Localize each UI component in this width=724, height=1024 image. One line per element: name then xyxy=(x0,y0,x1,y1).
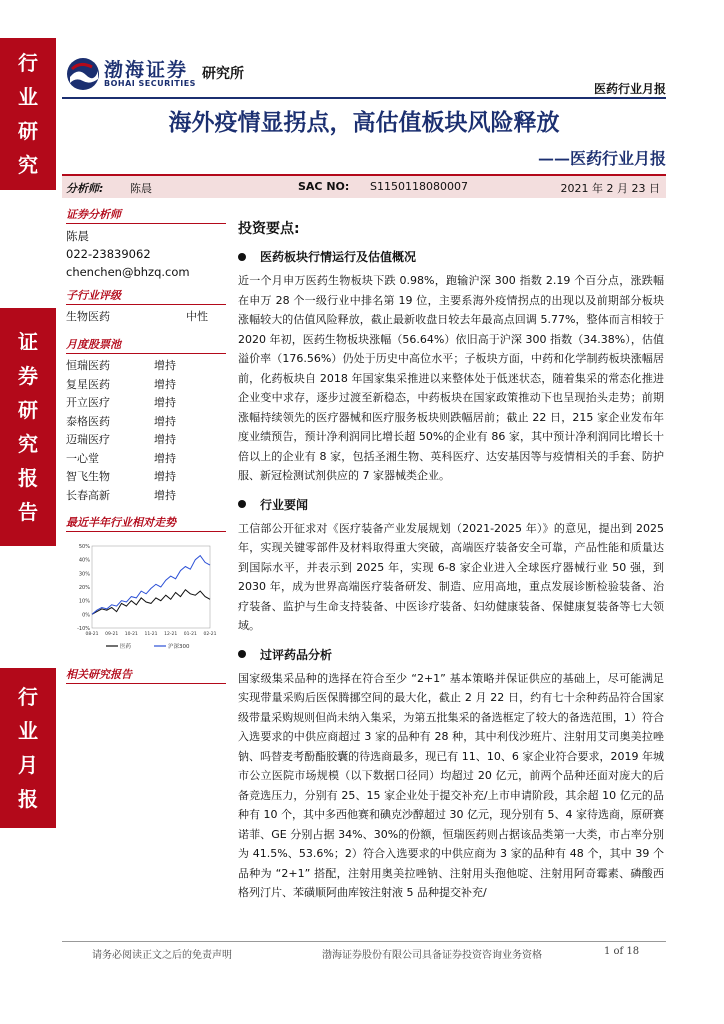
footer-company: 渤海证券股份有限公司具备证券投资咨询业务资格 xyxy=(322,950,542,961)
contact-phone: 022-23839062 xyxy=(66,247,151,261)
contact-name: 陈晨 xyxy=(66,229,89,243)
stock-name: 一心堂 xyxy=(66,451,99,465)
stock-rating: 增持 xyxy=(154,359,176,372)
stock-name: 开立医疗 xyxy=(66,396,110,409)
stock-name: 恒瑞医药 xyxy=(66,359,110,372)
bullet-icon xyxy=(238,500,246,508)
x-tick-label: 10-21 xyxy=(124,632,138,637)
logo-english-name: BOHAI SECURITIES xyxy=(104,79,196,88)
footer-rule xyxy=(62,941,666,942)
stock-pool-heading: 月度股票池 xyxy=(66,336,226,354)
sidebar-char: 行 xyxy=(18,51,38,75)
legend-label: 医药 xyxy=(120,644,132,650)
page-number: 1 of 18 xyxy=(604,946,640,957)
y-tick-label: 40% xyxy=(78,557,90,564)
x-tick-label: 08-21 xyxy=(85,632,99,637)
sidebar-char: 月 xyxy=(18,753,38,777)
x-tick-label: 11-21 xyxy=(144,632,158,637)
logo-chinese-name: 渤海证券 xyxy=(104,59,189,81)
sidebar-char: 研 xyxy=(18,119,38,143)
chart-plot-area xyxy=(92,546,210,628)
section-heading-news xyxy=(238,496,664,513)
stock-rating: 增持 xyxy=(154,451,176,465)
x-tick-label: 09-21 xyxy=(105,632,119,637)
stock-rating: 增持 xyxy=(154,377,176,391)
report-subtitle: ——医药行业月报 xyxy=(537,149,666,168)
stock-pool-row xyxy=(66,468,226,487)
stock-rating: 增持 xyxy=(154,414,176,428)
sidebar-char: 究 xyxy=(18,432,38,456)
analyst-info-bar xyxy=(62,174,666,198)
y-tick-label: 0% xyxy=(82,612,90,619)
rating-heading: 子行业评级 xyxy=(66,287,226,305)
section-body-news: 工信部公开征求对《医疗装备产业发展规划（2021-2025 年）》的意见，提出到 2025 年，实现关键零部件及材料取得重大突破，高端医疗装备安全可靠，产品性能和质量达到国际水平，并表示到 2025 年，实现 6-8 家企业进入全球医疗器械行业 50 强，到 2030 年，成为世界高端医疗装备研发、制造、应用高地，重点发展诊断检验装备、治疗装备、监护与生命支持装备、中医诊疗装备、妇幼健康装备、保健康复装备等七大领域。 xyxy=(238,521,664,632)
sidebar-block-industry-monthly xyxy=(0,668,56,828)
relative-trend-chart xyxy=(66,540,217,652)
analyst-label: 分析师: xyxy=(66,182,104,195)
stock-pool-row xyxy=(66,487,226,506)
main-content xyxy=(238,218,664,903)
stock-rating: 增持 xyxy=(154,433,176,446)
sub-industry-rating xyxy=(66,287,226,327)
section-title: 过评药品分析 xyxy=(260,647,333,662)
section-title: 医药板块行情运行及估值概况 xyxy=(260,250,417,264)
chart-heading: 最近半年行业相对走势 xyxy=(66,514,226,532)
sidebar-char: 研 xyxy=(18,398,38,422)
related-heading: 相关研究报告 xyxy=(66,666,226,684)
y-tick-label: 50% xyxy=(78,544,90,550)
sidebar-block-securities-report xyxy=(0,308,56,546)
logo-emblem-icon xyxy=(66,57,100,91)
section-heading-market xyxy=(238,248,664,265)
sidebar-char: 业 xyxy=(18,85,38,109)
report-title: 海外疫情显拐点，高估值板块风险释放 xyxy=(168,109,560,136)
rating-row xyxy=(66,308,226,327)
x-tick-label: 01-21 xyxy=(183,632,197,637)
report-date: 2021 年 2 月 23 日 xyxy=(560,182,660,195)
sidebar-char: 报 xyxy=(18,787,38,811)
analyst-contact xyxy=(66,206,226,281)
section-heading-drugs xyxy=(238,646,664,663)
y-tick-label: 20% xyxy=(78,585,90,591)
contact-email[interactable]: chenchen@bhzq.com xyxy=(66,265,190,279)
y-tick-label: -10% xyxy=(77,626,90,632)
footer-disclaimer[interactable]: 请务必阅读正文之后的免责声明 xyxy=(92,950,232,961)
logo-institute: 研究所 xyxy=(202,66,244,82)
stock-name: 迈瑞医疗 xyxy=(66,433,110,446)
stock-pool-row xyxy=(66,394,226,413)
sidebar-char: 行 xyxy=(18,685,38,709)
stock-rating: 增持 xyxy=(154,396,176,409)
rating-sector: 生物医药 xyxy=(66,310,110,323)
header-rule xyxy=(62,97,666,99)
section-body-market: 近一个月申万医药生物板块下跌 0.98%，跑输沪深 300 指数 2.19 个百分点，涨跌幅在申万 28 个一级行业中排名第 19 位，主要系海外疫情拐点的出现以及前期部分板块涨幅较大的估值风险释放，截止最新收盘日较去年最高点回调 5.77%，整体而言相较于 2020 年初，医药生物板块涨幅（56.64%）依旧高于沪深 300 指数（34.38%），估值溢价率（176.56%）仍处于历史中高位水平；子板块方面，中药和化学制药板块涨幅居前，化药板块自 2018 年国家集采推进以来整体处于低迷状态，随着集采的常态化推进企业变中求存，逐步过渡至新稳态，中药板块在国家政策推动下也呈现抬头走势；前期涨幅持续领先的医疗器械和医疗服务板块则跌幅居前；截止 22 日，215 家企业发布年度业绩预告，预计净利润同比增长超 50%的企业有 86 家，其中预计净利润同比增长十倍以上的企业有 8 家，包括圣湘生物、英科医疗、达安基因等与疫情相关的手套、防护服、新冠检测试剂供应的 7 家器械类企业。 xyxy=(238,274,664,482)
contact-heading: 证券分析师 xyxy=(66,206,226,224)
stock-name: 长春高新 xyxy=(66,488,110,502)
stock-pool-row xyxy=(66,376,226,395)
sac-label: SAC NO: xyxy=(298,180,350,193)
sidebar-char: 券 xyxy=(18,364,38,388)
legend-label: 沪深300 xyxy=(168,644,190,650)
investment-points-title: 投资要点: xyxy=(238,221,300,237)
sidebar-char: 证 xyxy=(18,330,38,354)
stock-rating: 增持 xyxy=(154,488,176,502)
stock-pool xyxy=(66,336,226,505)
stock-rating: 增持 xyxy=(154,470,176,483)
stock-pool-row xyxy=(66,357,226,376)
rating-value: 中性 xyxy=(186,310,208,323)
x-tick-label: 12-21 xyxy=(164,632,178,637)
bullet-icon xyxy=(238,253,246,261)
stock-name: 泰格医药 xyxy=(66,414,110,428)
sidebar xyxy=(0,0,56,1024)
section-body-drugs: 国家级集采品种的选择在符合至少 “2+1” 基本策略并保证供应的基础上，尽可能满足实现带量采购后医保腾挪空间的最大化，截止 2 月 22 日，约有七十余种药品符合国家级带量采购规则但尚未纳入集采，为第五批集采的备选框定了较大的备选范围，1）符合入选要求的中供应商超过 3 家的品种有 28 种，其中利伐沙班片、注射用艾司奥美拉唑钠、吗替麦考酚酯胶囊的待选商最多，现已有 11、10、6 家企业符合要求，2019 年城市公立医院市场规模（以下数据口径同）均超过 20 亿元，前两个品种还面对庞大的后备竞选压力，分别有 25、15 家企业处于提交补充/上市申请阶段，其余超 10 亿元的品种有 10 个，其中多西他赛和碘克沙醇超过 30 亿元，现分别有 5、4 家待选商，原研赛诺菲、GE 分别占据 34%、30%的份额，恒瑞医药则占据该品类第一大类，市占率分别为 41.5%、53.6%；2）符合入选要求的中供应商为 3 家的品种有 48 个，其中 39 个品种为 “2+1” 搭配，注射用奥美拉唑钠、注射用头孢他啶、注射用阿奇霉素、磷酸西格列汀片、苯磺顺阿曲库铵注射液 5 品种提交补充/ xyxy=(238,671,664,899)
y-tick-label: 10% xyxy=(78,598,90,605)
y-tick-label: 30% xyxy=(78,571,90,578)
series-line-0 xyxy=(92,590,210,615)
analyst-name: 陈晨 xyxy=(130,182,152,195)
sidebar-char: 业 xyxy=(18,719,38,743)
series-line-1 xyxy=(92,556,210,615)
report-type-label: 医药行业月报 xyxy=(593,82,666,96)
stock-pool-row xyxy=(66,413,226,432)
bullet-icon xyxy=(238,650,246,658)
stock-name: 复星医药 xyxy=(66,377,110,391)
stock-name: 智飞生物 xyxy=(66,470,110,483)
chart-section xyxy=(66,514,226,535)
related-reports xyxy=(66,666,226,687)
sidebar-block-industry-research xyxy=(0,38,56,190)
company-logo xyxy=(66,55,266,95)
x-tick-label: 02-21 xyxy=(203,632,217,637)
sidebar-char: 究 xyxy=(18,153,38,177)
sac-number: S1150118080007 xyxy=(370,180,468,193)
sidebar-char: 告 xyxy=(18,500,38,524)
stock-pool-row xyxy=(66,431,226,450)
stock-pool-row xyxy=(66,450,226,469)
sidebar-char: 报 xyxy=(18,466,38,490)
section-title: 行业要闻 xyxy=(260,497,309,512)
